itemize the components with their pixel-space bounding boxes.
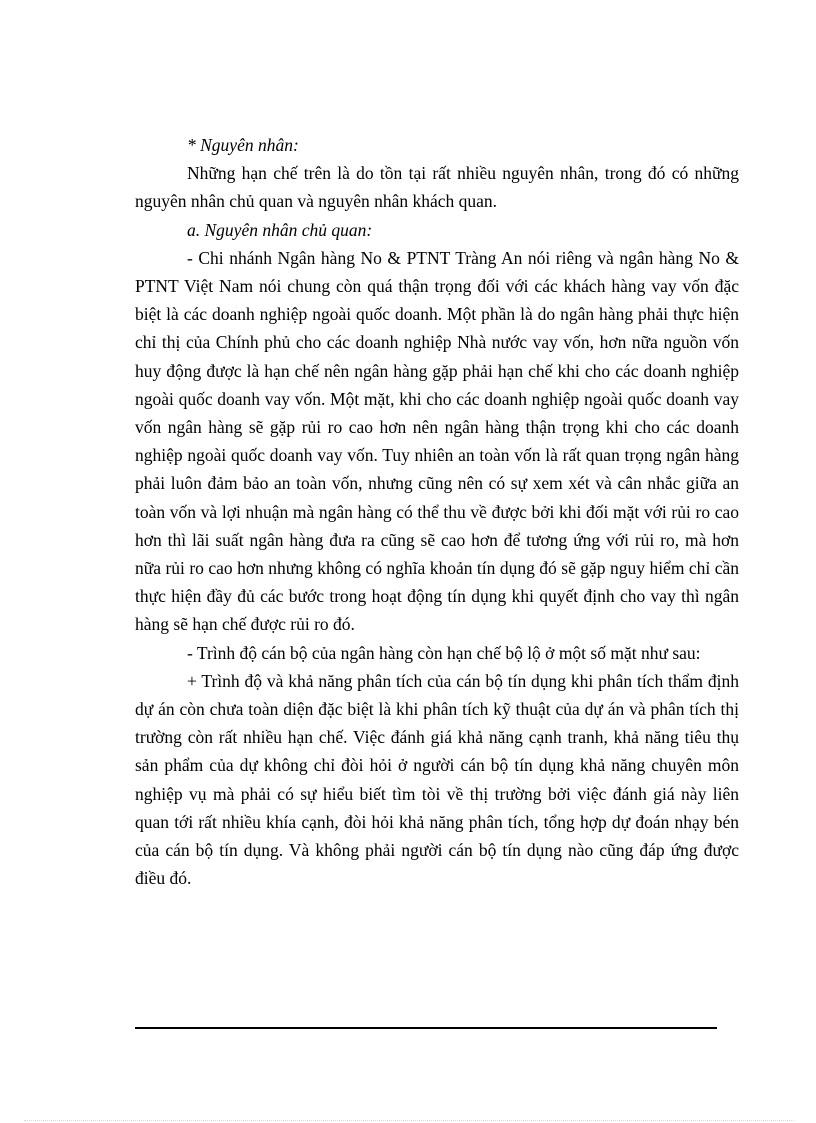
paragraph-staff-limitations: - Trình độ cán bộ của ngân hàng còn hạn chế bộ lộ ở một số mặt như sau: xyxy=(187,642,701,663)
paragraph-analysis-skills: + Trình độ và khả năng phân tích của cán bộ tín dụng khi phân tích thẩm định dự án còn chưa toàn diện đặc biệt là khi phân tích kỹ thuật của dự án và phân tích thị trường còn rất nhiều hạn chế. Việc đánh giá khả năng cạnh tranh, khả năng tiêu thụ sản phẩm của dự không chỉ đòi hỏi ở người cán bộ tín dụng khả năng chuyên môn nghiệp vụ mà phải có sự hiểu biết tìm tòi về thị trường bởi việc đánh giá này liên quan tới rất nhiều khía cạnh, đòi hỏi khả năng phân tích, tổng hợp dự đoán nhạy bén của cán bộ tín dụng. Và không phải người cán bộ tín dụng nào cũng đáp ứng được điều đó. xyxy=(135,670,739,889)
footer-divider xyxy=(135,1027,717,1029)
paragraph-bank-caution: - Chi nhánh Ngân hàng No & PTNT Tràng An nói riêng và ngân hàng No & PTNT Việt Nam nói chung còn quá thận trọng đối với các khách hàng vay vốn đặc biệt là các doanh nghiệp ngoài quốc doanh. Một phần là do ngân hàng phải thực hiện chỉ thị của Chính phủ cho các doanh nghiệp Nhà nước vay vốn, hơn nữa nguồn vốn huy động được là hạn chế nên ngân hàng gặp phải hạn chế khi cho các doanh nghiệp ngoài quốc doanh vay vốn. Một mặt, khi cho các doanh nghiệp ngoài quốc doanh vay vốn ngân hàng sẽ gặp rủi ro cao hơn nên ngân hàng thận trọng khi cho các doanh nghiệp ngoài quốc doanh vay vốn. Tuy nhiên an toàn vốn là rất quan trọng ngân hàng phải luôn đảm bảo an toàn vốn, nhưng cũng nên có sự xem xét và cân nhắc giữa an toàn vốn và lợi nhuận mà ngân hàng có thể thu về được bởi khi đối mặt với rủi ro cao hơn thì lãi suất ngân hàng đưa ra cũng sẽ cao hơn để tương ứng với rủi ro, mà hơn nữa rủi ro cao hơn nhưng không có nghĩa khoản tín dụng đó sẽ gặp nguy hiểm chỉ cần thực hiện đầy đủ các bước trong hoạt động tín dụng khi quyết định cho vay thì ngân hàng sẽ hạn chế được rủi ro đó. xyxy=(135,247,739,635)
page-bottom-edge xyxy=(24,1120,794,1121)
document-body xyxy=(135,131,739,892)
intro-paragraph: Những hạn chế trên là do tồn tại rất nhiều nguyên nhân, trong đó có những nguyên nhân chủ quan và nguyên nhân khách quan. xyxy=(135,163,739,212)
heading-subjective-reasons: a. Nguyên nhân chủ quan: xyxy=(187,219,373,240)
heading-reasons: * Nguyên nhân: xyxy=(187,135,299,155)
